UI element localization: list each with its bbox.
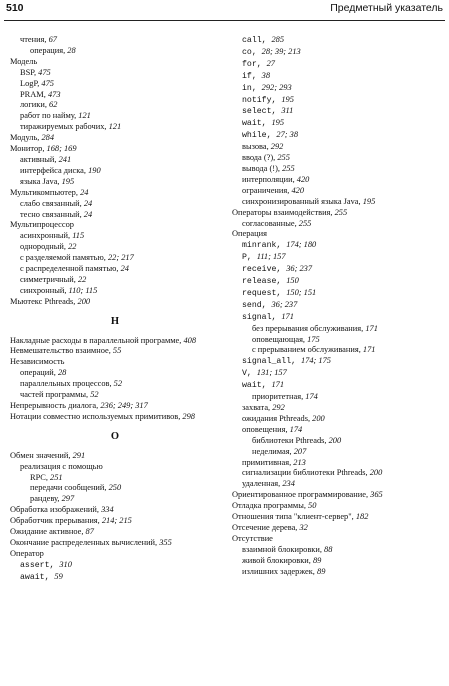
- index-pages: 195: [61, 176, 75, 186]
- index-entry: [232, 512, 442, 523]
- index-entry: [10, 346, 220, 357]
- index-pages: 214; 215: [101, 516, 132, 526]
- index-pages: 52: [113, 379, 123, 389]
- index-term: приоритетная,: [252, 392, 306, 402]
- index-entry: [232, 164, 442, 175]
- index-pages: 88: [324, 544, 333, 554]
- index-term: асинхронный,: [20, 231, 73, 241]
- index-pages: 121: [78, 111, 91, 121]
- index-term: Модель: [10, 56, 38, 66]
- index-term: операций,: [20, 368, 58, 378]
- index-entry: [10, 90, 220, 101]
- index-term: select,: [242, 107, 282, 117]
- index-entry: [232, 229, 442, 240]
- index-entry: [10, 412, 220, 423]
- index-term: логики,: [20, 100, 50, 110]
- index-pages: 250: [108, 483, 122, 493]
- index-pages: 22; 217: [107, 253, 134, 263]
- index-term: RPC,: [30, 472, 51, 482]
- index-term: тесно связанный,: [20, 209, 84, 219]
- index-term: BSP,: [20, 67, 39, 77]
- index-entry: [10, 379, 220, 390]
- index-entry: [10, 560, 220, 572]
- index-term: Обработка изображений,: [10, 505, 102, 515]
- index-term: if,: [242, 71, 262, 81]
- index-entry: [10, 231, 220, 242]
- index-pages: 87: [85, 527, 94, 537]
- index-pages: 292; 293: [261, 82, 292, 92]
- index-term: Мультипроцессор: [10, 220, 74, 230]
- index-entry: [232, 240, 442, 252]
- index-entry: [232, 35, 442, 47]
- index-term: call,: [242, 36, 272, 45]
- index-term: живой блокировки,: [242, 555, 313, 565]
- index-pages: 24: [83, 198, 93, 208]
- index-term: Отладка программы,: [232, 501, 309, 511]
- index-term: in,: [242, 83, 262, 93]
- index-entry: [10, 527, 220, 538]
- index-entry: [232, 436, 442, 447]
- index-term: параллельных процессов,: [20, 379, 114, 389]
- index-entry: [10, 390, 220, 401]
- index-pages: 67: [48, 35, 57, 44]
- index-entry: [232, 447, 442, 458]
- index-term: assert,: [20, 560, 60, 570]
- index-entry: [10, 538, 220, 549]
- index-term: захвата,: [242, 403, 273, 412]
- index-term: активный,: [20, 154, 59, 164]
- index-term: вывода (!),: [242, 163, 283, 173]
- index-entry: [10, 275, 220, 286]
- index-entry: [10, 242, 220, 253]
- index-entry: [232, 197, 442, 208]
- index-pages: 28; 39; 213: [261, 46, 301, 56]
- index-term: ожидания Pthreads,: [242, 413, 313, 423]
- index-pages: 207: [293, 446, 307, 456]
- index-entry: [10, 483, 220, 494]
- index-pages: 22: [68, 242, 77, 252]
- index-pages: 213: [293, 457, 306, 467]
- index-pages: 195: [362, 196, 376, 206]
- index-entry: [10, 122, 220, 133]
- index-pages: 36; 237: [286, 264, 313, 274]
- index-pages: 292: [270, 142, 284, 152]
- index-term: Нотации совместно используемых примитивов,: [10, 411, 183, 421]
- index-entry: [232, 356, 442, 368]
- index-term: co,: [242, 47, 262, 57]
- index-pages: 365: [370, 490, 383, 500]
- index-entry: [232, 324, 442, 335]
- index-term: реализация с помощью: [20, 461, 103, 471]
- index-pages: 334: [101, 505, 114, 515]
- index-pages: 285: [271, 35, 285, 44]
- index-entry: [232, 71, 442, 83]
- index-entry: [10, 188, 220, 199]
- index-term: ограничения,: [242, 185, 292, 195]
- index-entry: [10, 133, 220, 144]
- index-pages: 89: [317, 566, 326, 576]
- index-pages: 27: [266, 58, 275, 68]
- index-pages: 408: [183, 335, 197, 345]
- index-entry: [232, 556, 442, 567]
- index-pages: 355: [159, 537, 172, 547]
- index-term: сигнализации библиотеки Pthreads,: [242, 468, 370, 478]
- index-pages: 292: [272, 403, 285, 412]
- index-term: release,: [242, 277, 287, 287]
- index-pages: 24: [80, 187, 89, 197]
- index-pages: 473: [47, 89, 61, 99]
- index-entry: [10, 177, 220, 188]
- index-term: операция,: [30, 45, 68, 55]
- index-pages: 241: [58, 154, 72, 164]
- index-term: Невмешательство взаимное,: [10, 346, 113, 356]
- index-entry: [232, 479, 442, 490]
- index-pages: 175: [307, 334, 320, 344]
- section-letter: О: [110, 430, 120, 442]
- index-term: Операция: [232, 229, 267, 239]
- index-term: Окончание распределенных вычислений,: [10, 537, 160, 547]
- index-pages: 182: [355, 512, 369, 522]
- index-pages: 297: [61, 494, 75, 504]
- index-pages: 190: [88, 165, 101, 175]
- index-entry: [10, 57, 220, 68]
- index-term: Ожидание активное,: [10, 527, 86, 537]
- index-pages: 50: [308, 501, 317, 511]
- index-term: библиотеки Pthreads,: [252, 435, 329, 445]
- index-entry: [10, 46, 220, 57]
- index-entry: [232, 380, 442, 392]
- index-entry: [10, 199, 220, 210]
- index-pages: 255: [282, 163, 295, 173]
- index-term: взаимной блокировки,: [242, 544, 325, 554]
- index-term: передачи сообщений,: [30, 483, 109, 493]
- index-pages: 255: [298, 218, 312, 228]
- index-entry: [10, 253, 220, 264]
- index-term: Мьютекс Pthreads,: [10, 296, 78, 306]
- index-term: Монитор,: [10, 144, 47, 154]
- index-pages: 200: [312, 413, 325, 423]
- index-entry: [232, 264, 442, 276]
- index-entry: [232, 501, 442, 512]
- index-pages: 110; 115: [68, 285, 98, 295]
- index-entry: [10, 264, 220, 275]
- index-term: вызова,: [242, 142, 271, 152]
- index-entry: [10, 357, 220, 368]
- index-term: Непрерывность диалога,: [10, 401, 101, 410]
- index-term: ввода (?),: [242, 153, 278, 163]
- page-number: 510: [6, 2, 24, 14]
- index-term: однородный,: [20, 242, 69, 252]
- index-entry: [10, 368, 220, 379]
- index-entry: [232, 300, 442, 312]
- index-entry: [232, 567, 442, 578]
- index-term: notify,: [242, 95, 282, 105]
- index-pages: 255: [334, 207, 348, 217]
- index-pages: 111; 157: [256, 252, 286, 262]
- index-term: request,: [242, 288, 287, 298]
- index-entry: [232, 95, 442, 107]
- index-term: wait,: [242, 119, 272, 129]
- index-term: чтения,: [20, 35, 49, 44]
- index-pages: 234: [282, 479, 295, 489]
- index-entry: [232, 175, 442, 186]
- index-term: Отсутствие: [232, 533, 273, 543]
- index-term: for,: [242, 59, 267, 69]
- index-entry: [232, 83, 442, 95]
- index-term: Отсечение дерева,: [232, 522, 300, 532]
- index-entry: [10, 505, 220, 516]
- index-pages: 36; 237: [271, 299, 298, 309]
- index-term: send,: [242, 300, 272, 310]
- index-term: Ориентированное программирование,: [232, 490, 371, 500]
- index-entry: [232, 59, 442, 71]
- index-pages: 174: [289, 424, 303, 434]
- index-entry: [10, 336, 220, 347]
- index-pages: 24: [120, 264, 129, 274]
- index-entry: [10, 401, 220, 412]
- index-term: Операторы взаимодействия,: [232, 207, 335, 217]
- index-pages: 171: [271, 380, 285, 390]
- index-pages: 121: [108, 122, 122, 132]
- index-entry: [232, 458, 442, 469]
- index-pages: 115: [72, 231, 85, 241]
- index-term: примитивная,: [242, 457, 294, 467]
- index-pages: 22: [77, 274, 87, 284]
- index-term: интерполяции,: [242, 174, 297, 184]
- index-pages: 251: [50, 472, 63, 482]
- index-pages: 291: [72, 450, 86, 460]
- index-term: согласованные,: [242, 218, 299, 228]
- index-entry: [10, 297, 220, 308]
- index-term: работ по найму,: [20, 111, 79, 121]
- index-term: Оператор: [10, 548, 44, 558]
- index-term: await,: [20, 572, 55, 582]
- index-term: интерфейса диска,: [20, 165, 89, 175]
- index-pages: 420: [296, 174, 310, 184]
- index-entry: [10, 68, 220, 79]
- section-letter: Н: [110, 315, 120, 327]
- index-entry: [232, 276, 442, 288]
- index-term: тиражируемых рабочих,: [20, 122, 109, 132]
- index-entry: [10, 572, 220, 584]
- index-term: wait,: [242, 381, 272, 391]
- index-entry: [232, 523, 442, 534]
- index-term: Независимость: [10, 357, 65, 367]
- index-entry: [232, 335, 442, 346]
- index-term: signal_all,: [242, 357, 301, 367]
- index-pages: 174; 180: [286, 240, 317, 250]
- index-entry: [232, 106, 442, 118]
- index-entry: [232, 252, 442, 264]
- index-entry: [232, 47, 442, 59]
- index-entry: [10, 166, 220, 177]
- index-term: Отношения типа "клиент-сервер",: [232, 512, 356, 522]
- index-term: minrank,: [242, 241, 287, 251]
- index-term: симметричный,: [20, 274, 78, 284]
- index-entry: [232, 414, 442, 425]
- index-entry: [232, 368, 442, 380]
- index-pages: 195: [271, 118, 285, 128]
- index-pages: 298: [182, 411, 195, 421]
- index-entry: [10, 210, 220, 221]
- index-pages: 475: [38, 67, 51, 77]
- index-entry: [232, 208, 442, 219]
- running-title: Предметный указатель: [330, 2, 443, 14]
- index-term: while,: [242, 131, 277, 141]
- index-term: Обмен значений,: [10, 450, 73, 460]
- index-pages: 168; 169: [46, 144, 77, 154]
- index-term: рандеву,: [30, 494, 62, 504]
- index-pages: 24: [83, 209, 93, 219]
- index-entry: [10, 144, 220, 155]
- index-term: V,: [242, 369, 257, 379]
- index-pages: 310: [59, 559, 72, 569]
- index-entry: [232, 425, 442, 436]
- index-term: receive,: [242, 265, 287, 275]
- index-entry: [10, 100, 220, 111]
- index-entry: [232, 534, 442, 545]
- index-entry: [232, 312, 442, 324]
- index-pages: 38: [261, 70, 271, 80]
- index-term: PRAM,: [20, 89, 48, 99]
- index-entry: [232, 186, 442, 197]
- index-pages: 255: [277, 153, 290, 163]
- index-pages: 311: [281, 106, 294, 116]
- index-term: синхронизированный языка Java,: [242, 196, 363, 206]
- index-entry: [10, 35, 220, 46]
- index-entry: [10, 516, 220, 527]
- index-pages: 52: [90, 390, 99, 400]
- index-entry: [10, 286, 220, 297]
- index-pages: 59: [54, 571, 63, 581]
- index-entry: [232, 130, 442, 142]
- index-pages: 89: [312, 555, 322, 565]
- index-entry: [232, 219, 442, 230]
- index-pages: 195: [281, 94, 294, 104]
- index-term: с разделяемой памятью,: [20, 253, 108, 263]
- index-pages: 150: [286, 276, 299, 286]
- index-pages: 171: [362, 345, 376, 355]
- index-pages: 284: [41, 133, 55, 143]
- index-term: излишних задержек,: [242, 566, 317, 576]
- index-entry: [10, 79, 220, 90]
- index-pages: 171: [281, 311, 294, 321]
- index-term: без прерывания обслуживания,: [252, 323, 366, 333]
- index-pages: 174; 175: [300, 356, 331, 366]
- page-header: [4, 2, 445, 21]
- index-entry: [232, 288, 442, 300]
- index-term: синхронный,: [20, 285, 69, 295]
- index-pages: 28: [57, 368, 67, 378]
- index-entry: [232, 142, 442, 153]
- index-entry: [10, 549, 220, 560]
- index-column-right: [232, 35, 442, 578]
- index-pages: 200: [328, 435, 342, 445]
- index-pages: 174: [305, 392, 318, 402]
- index-entry: [232, 345, 442, 356]
- index-term: частей программы,: [20, 390, 91, 400]
- index-term: LogP,: [20, 78, 42, 88]
- index-entry: [232, 545, 442, 556]
- index-entry: [10, 111, 220, 122]
- index-entry: [10, 494, 220, 505]
- index-pages: 200: [77, 296, 91, 306]
- index-column-left: [10, 35, 220, 584]
- index-pages: 475: [41, 78, 54, 88]
- index-term: Модуль,: [10, 133, 42, 143]
- index-pages: 32: [299, 522, 308, 532]
- index-pages: 236; 249; 317: [100, 401, 148, 410]
- index-pages: 200: [369, 468, 383, 478]
- index-entry: [10, 220, 220, 231]
- index-pages: 27; 38: [276, 130, 299, 140]
- index-pages: 150; 151: [286, 287, 317, 297]
- index-entry: [232, 392, 442, 403]
- index-term: неделимая,: [252, 446, 294, 456]
- index-term: P,: [242, 253, 257, 263]
- index-pages: 131; 157: [256, 368, 287, 378]
- index-entry: [10, 473, 220, 484]
- index-term: с распределенной памятью,: [20, 264, 121, 274]
- index-term: с прерыванием обслуживания,: [252, 345, 363, 355]
- index-term: языка Java,: [20, 176, 62, 186]
- index-entry: [232, 468, 442, 479]
- index-entry: [232, 153, 442, 164]
- index-term: слабо связанный,: [20, 198, 84, 208]
- index-entry: [10, 451, 220, 462]
- index-pages: 420: [291, 185, 304, 195]
- index-term: Накладные расходы в параллельной программе,: [10, 335, 184, 345]
- index-pages: 171: [365, 323, 378, 333]
- index-term: Обработчик прерывания,: [10, 516, 102, 526]
- index-pages: 28: [67, 45, 76, 55]
- index-term: удаленная,: [242, 479, 283, 489]
- index-term: оповещающая,: [252, 334, 308, 344]
- index-entry: [232, 403, 442, 414]
- index-term: оповещения,: [242, 424, 290, 434]
- index-entry: [10, 155, 220, 166]
- index-entry: [10, 462, 220, 473]
- index-term: Мультикомпьютер,: [10, 187, 81, 197]
- index-term: signal,: [242, 312, 282, 322]
- index-pages: 62: [49, 100, 58, 110]
- index-entry: [232, 490, 442, 501]
- index-pages: 55: [112, 346, 122, 356]
- index-entry: [232, 118, 442, 130]
